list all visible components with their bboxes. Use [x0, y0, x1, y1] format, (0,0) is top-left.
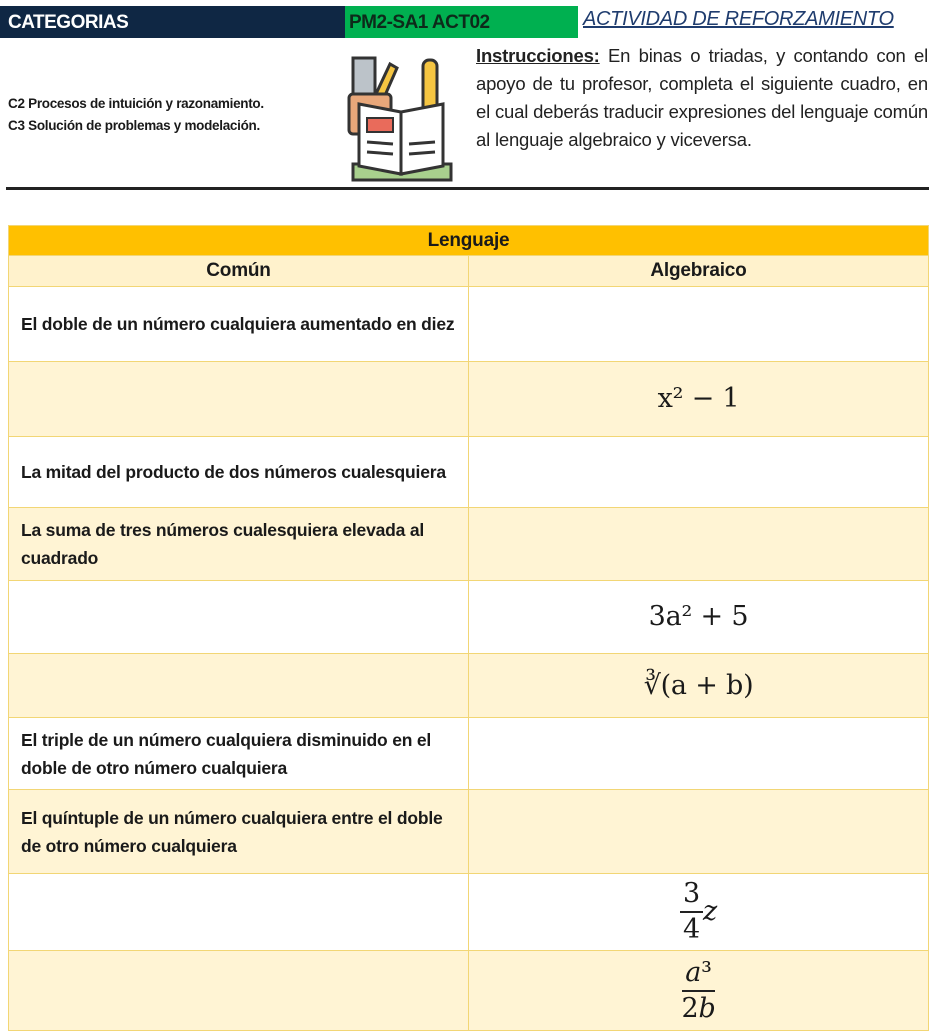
- common-cell[interactable]: El quíntuple de un número cualquiera entre el doble de otro número cualquiera: [9, 790, 469, 874]
- common-cell[interactable]: [9, 362, 469, 437]
- table-row: [9, 362, 929, 437]
- table-row: [9, 508, 929, 581]
- algebraic-cell[interactable]: [469, 790, 929, 874]
- algebraic-cell: [469, 362, 929, 437]
- table-row: [9, 951, 929, 1031]
- table-title: Lenguaje: [9, 226, 929, 256]
- algebraic-cell: [469, 951, 929, 1031]
- common-cell[interactable]: [9, 581, 469, 654]
- common-cell[interactable]: [9, 654, 469, 718]
- activity-code: PM2-SA1 ACT02: [345, 6, 578, 38]
- table-row: [9, 581, 929, 654]
- table-row: [9, 718, 929, 790]
- expr-x-squared-minus-1: x² − 1: [657, 383, 740, 414]
- algebraic-cell: [469, 654, 929, 718]
- table-row: [9, 437, 929, 508]
- table-row: [9, 654, 929, 718]
- common-cell[interactable]: El doble de un número cualquiera aumentado en diez: [9, 287, 469, 362]
- table-row: [9, 874, 929, 951]
- competency-c2: C2 Procesos de intuición y razonamiento.: [8, 96, 264, 111]
- instructions: [476, 42, 928, 154]
- algebraic-cell[interactable]: [469, 437, 929, 508]
- algebraic-cell: [469, 874, 929, 951]
- activity-title: ACTIVIDAD DE REFORZAMIENTO: [583, 8, 894, 30]
- competency-c3: C3 Solución de problemas y modelación.: [8, 118, 260, 133]
- table-row: [9, 790, 929, 874]
- column-header-algebraic: Algebraico: [469, 256, 929, 287]
- algebraic-cell[interactable]: [469, 718, 929, 790]
- common-cell[interactable]: El triple de un número cualquiera disminuido en el doble de otro número cualquiera: [9, 718, 469, 790]
- categories-label: CATEGORIAS: [0, 6, 345, 38]
- expr-cube-root-a-plus-b: ∛(a + b): [643, 669, 754, 701]
- study-book-icon: [345, 56, 460, 186]
- translation-table: [8, 225, 929, 1031]
- common-cell[interactable]: La suma de tres números cualesquiera elevada al cuadrado: [9, 508, 469, 581]
- expr-3a-squared-plus-5: 3a² + 5: [648, 601, 749, 632]
- table-row: [9, 287, 929, 362]
- common-cell[interactable]: [9, 951, 469, 1031]
- algebraic-cell[interactable]: [469, 508, 929, 581]
- column-header-common: Común: [9, 256, 469, 287]
- algebraic-cell[interactable]: [469, 287, 929, 362]
- common-cell[interactable]: [9, 874, 469, 951]
- instructions-text: En binas o triadas, y contando con el apoyo de tu profesor, completa el siguiente cuadro, en el cual deberás traducir expresiones del lenguaje común al lenguaje algebraico y viceversa.: [476, 45, 928, 150]
- expr-a-cubed-over-2b: $\frac{\text{a³}}{2b}$: [681, 956, 716, 1024]
- common-cell[interactable]: La mitad del producto de dos números cualesquiera: [9, 437, 469, 508]
- expr-three-quarters-z: $\frac{3}{4}$ z: [680, 896, 717, 927]
- instructions-label: Instrucciones:: [476, 45, 600, 66]
- divider: [6, 187, 929, 190]
- algebraic-cell: [469, 581, 929, 654]
